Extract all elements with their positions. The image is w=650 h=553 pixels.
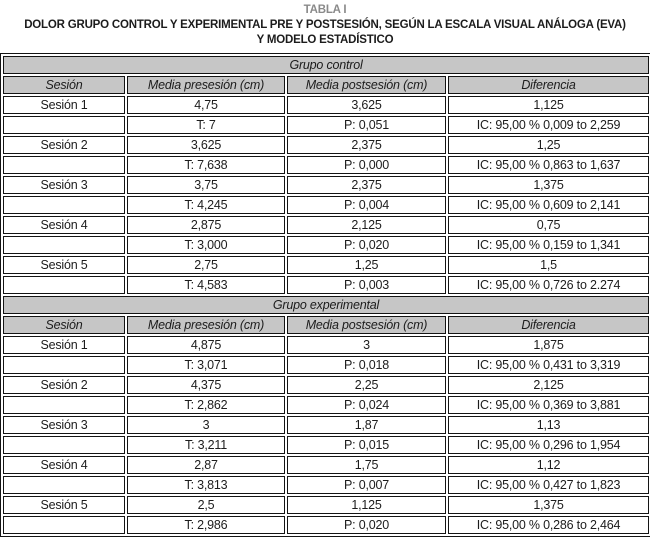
table-cell: 4,375 xyxy=(127,376,285,394)
table-row xyxy=(3,416,649,434)
table-cell: 3 xyxy=(287,336,446,354)
table-cell: 2,875 xyxy=(127,216,285,234)
table-cell: P: 0,051 xyxy=(287,116,446,134)
table-row xyxy=(3,116,649,134)
table-cell: P: 0,018 xyxy=(287,356,446,374)
table-cell: T: 4,245 xyxy=(127,196,285,214)
column-header: Diferencia xyxy=(448,316,649,334)
table-cell: 2,125 xyxy=(448,376,649,394)
title-block xyxy=(0,0,650,48)
table-cell: 1,12 xyxy=(448,456,649,474)
table-cell: Sesión 4 xyxy=(3,456,125,474)
table-row xyxy=(3,336,649,354)
table-cell: Sesión 5 xyxy=(3,256,125,274)
table-row xyxy=(3,256,649,274)
table-cell: 3 xyxy=(127,416,285,434)
table-cell: 4,875 xyxy=(127,336,285,354)
table-row xyxy=(3,96,649,114)
table-cell: P: 0,024 xyxy=(287,396,446,414)
table-cell: P: 0,000 xyxy=(287,156,446,174)
table-cell: IC: 95,00 % 0,009 to 2,259 xyxy=(448,116,649,134)
table-cell: 2,5 xyxy=(127,496,285,514)
table-cell: 1,875 xyxy=(448,336,649,354)
table-cell xyxy=(3,396,125,414)
table-title-line2: Y MODELO ESTADÍSTICO xyxy=(256,34,394,46)
table-row xyxy=(3,476,649,494)
group-header-row xyxy=(3,56,649,74)
table-cell: P: 0,015 xyxy=(287,436,446,454)
table-cell xyxy=(3,236,125,254)
group-header-experimental: Grupo experimental xyxy=(3,296,649,314)
table-cell: IC: 95,00 % 0,159 to 1,341 xyxy=(448,236,649,254)
column-header: Media postsesión (cm) xyxy=(287,316,446,334)
column-header-row xyxy=(3,316,649,334)
table-cell: IC: 95,00 % 0,369 to 3,881 xyxy=(448,396,649,414)
table-cell xyxy=(3,356,125,374)
table-cell: IC: 95,00 % 0,726 to 2.274 xyxy=(448,276,649,294)
table-row xyxy=(3,496,649,514)
table-cell: IC: 95,00 % 0,863 to 1,637 xyxy=(448,156,649,174)
table-cell: IC: 95,00 % 0,609 to 2,141 xyxy=(448,196,649,214)
table-cell: Sesión 4 xyxy=(3,216,125,234)
table-cell: IC: 95,00 % 0,286 to 2,464 xyxy=(448,516,649,534)
table-row xyxy=(3,356,649,374)
table-row xyxy=(3,196,649,214)
table-row xyxy=(3,376,649,394)
group-header-row xyxy=(3,296,649,314)
table-cell: 1,375 xyxy=(448,496,649,514)
table-cell: 3,625 xyxy=(287,96,446,114)
table-row xyxy=(3,456,649,474)
column-header: Media presesión (cm) xyxy=(127,316,285,334)
table-cell: Sesión 2 xyxy=(3,376,125,394)
table-cell: P: 0,003 xyxy=(287,276,446,294)
table-cell: 1,375 xyxy=(448,176,649,194)
table-row xyxy=(3,436,649,454)
table-cell xyxy=(3,156,125,174)
table-row xyxy=(3,396,649,414)
table-cell: 1,75 xyxy=(287,456,446,474)
table-cell: Sesión 1 xyxy=(3,336,125,354)
table-row xyxy=(3,236,649,254)
table-cell: 2,87 xyxy=(127,456,285,474)
table-row xyxy=(3,516,649,534)
table-cell: 1,87 xyxy=(287,416,446,434)
table-row xyxy=(3,216,649,234)
table-cell xyxy=(3,276,125,294)
table-row xyxy=(3,136,649,154)
table-cell xyxy=(3,476,125,494)
table-cell: 3,75 xyxy=(127,176,285,194)
table-cell: T: 3,000 xyxy=(127,236,285,254)
data-table xyxy=(0,53,650,537)
table-title-line1: DOLOR GRUPO CONTROL Y EXPERIMENTAL PRE Y POSTSESIÓN, SEGÚN LA ESCALA VISUAL ANÁLOGA (EVA) xyxy=(24,19,626,31)
column-header: Diferencia xyxy=(448,76,649,94)
table-cell: 2,75 xyxy=(127,256,285,274)
table-cell: 1,125 xyxy=(448,96,649,114)
table-cell: 1,5 xyxy=(448,256,649,274)
table-cell xyxy=(3,516,125,534)
table-cell: Sesión 2 xyxy=(3,136,125,154)
table-row xyxy=(3,276,649,294)
table-cell: Sesión 1 xyxy=(3,96,125,114)
table-number: TABLA I xyxy=(303,4,347,16)
table-cell: P: 0,020 xyxy=(287,236,446,254)
column-header: Media presesión (cm) xyxy=(127,76,285,94)
table-cell: 1,25 xyxy=(448,136,649,154)
table-cell xyxy=(3,436,125,454)
table-row xyxy=(3,176,649,194)
table-cell: T: 7,638 xyxy=(127,156,285,174)
table-cell: IC: 95,00 % 0,427 to 1,823 xyxy=(448,476,649,494)
table-cell: T: 4,583 xyxy=(127,276,285,294)
column-header: Media postsesión (cm) xyxy=(287,76,446,94)
table-cell: T: 2,862 xyxy=(127,396,285,414)
group-header-control: Grupo control xyxy=(3,56,649,74)
table-cell: Sesión 5 xyxy=(3,496,125,514)
table-row xyxy=(3,156,649,174)
table-cell: 1,25 xyxy=(287,256,446,274)
table-cell xyxy=(3,196,125,214)
table-body xyxy=(3,56,649,534)
table-cell: P: 0,020 xyxy=(287,516,446,534)
table-cell: 1,13 xyxy=(448,416,649,434)
table-cell: T: 3,211 xyxy=(127,436,285,454)
table-cell: T: 3,813 xyxy=(127,476,285,494)
table-cell: P: 0,007 xyxy=(287,476,446,494)
table-cell: Sesión 3 xyxy=(3,176,125,194)
table-cell: 2,25 xyxy=(287,376,446,394)
column-header: Sesión xyxy=(3,316,125,334)
table-cell: Sesión 3 xyxy=(3,416,125,434)
table-cell: 4,75 xyxy=(127,96,285,114)
table-cell: 1,125 xyxy=(287,496,446,514)
table-cell: IC: 95,00 % 0,431 to 3,319 xyxy=(448,356,649,374)
column-header-row xyxy=(3,76,649,94)
table-cell: 0,75 xyxy=(448,216,649,234)
table-cell: P: 0,004 xyxy=(287,196,446,214)
table-cell: 2,375 xyxy=(287,176,446,194)
table-cell: 2,375 xyxy=(287,136,446,154)
table-cell xyxy=(3,116,125,134)
table-cell: IC: 95,00 % 0,296 to 1,954 xyxy=(448,436,649,454)
column-header: Sesión xyxy=(3,76,125,94)
table-cell: T: 2,986 xyxy=(127,516,285,534)
table-cell: 2,125 xyxy=(287,216,446,234)
table-cell: T: 3,071 xyxy=(127,356,285,374)
table-cell: 3,625 xyxy=(127,136,285,154)
table-cell: T: 7 xyxy=(127,116,285,134)
